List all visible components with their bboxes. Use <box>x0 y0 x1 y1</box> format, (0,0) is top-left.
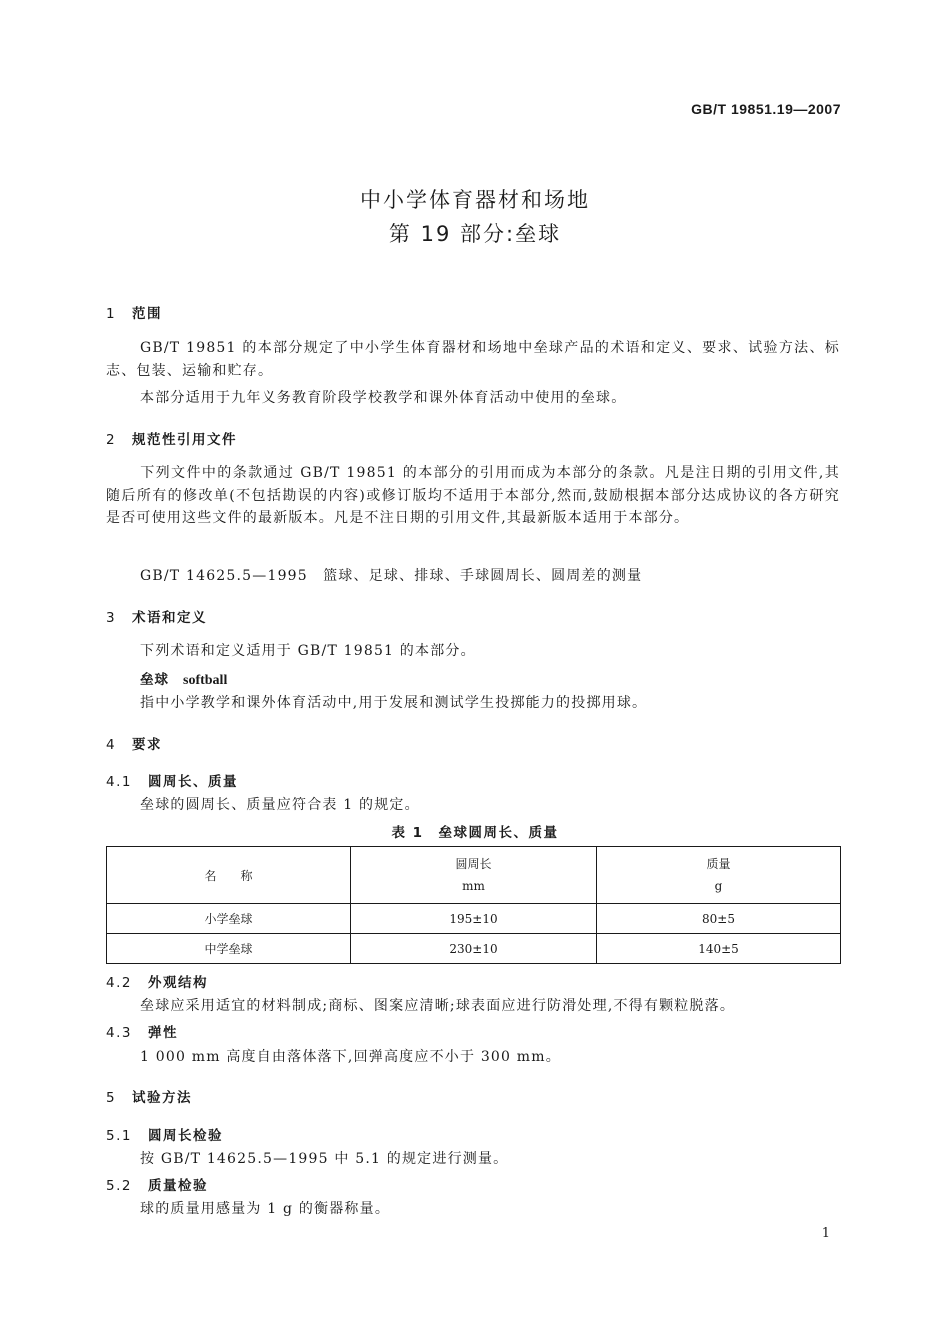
section-title: 弹性 <box>148 1025 178 1041</box>
section-5-heading <box>106 1086 192 1106</box>
header-mass-label: 质量 <box>706 857 731 871</box>
section-title: 外观结构 <box>148 975 208 991</box>
section-title: 试验方法 <box>132 1090 192 1106</box>
term-english: softball <box>183 673 228 688</box>
header-mass <box>597 847 841 904</box>
document-subtitle: 第 19 部分:垒球 <box>388 222 562 246</box>
section-title: 圆周长检验 <box>148 1128 223 1144</box>
section-5-1-text: 按 GB/T 14625.5—1995 中 5.1 的规定进行测量。 <box>140 1151 509 1167</box>
table-row <box>107 904 841 934</box>
cell-circumference: 230±10 <box>351 934 597 964</box>
table-header-row <box>107 847 841 904</box>
normative-reference: GB/T 14625.5—1995 篮球、足球、排球、手球圆周长、圆周差的测量 <box>140 568 643 584</box>
section-4-1-text: 垒球的圆周长、质量应符合表 1 的规定。 <box>140 797 420 813</box>
section-2-heading <box>106 428 237 448</box>
paragraph-text: GB/T 19851 的本部分规定了中小学生体育器材和场地中垒球产品的术语和定义、要求、试验方法、标志、包装、运输和贮存。 <box>106 340 840 379</box>
term-definition: 指中小学教学和课外体育活动中,用于发展和测试学生投掷能力的投掷用球。 <box>140 695 648 711</box>
term-entry <box>140 668 227 689</box>
section-title: 范围 <box>132 306 162 322</box>
page-number: 1 <box>821 1226 830 1241</box>
section-number: 5.2 <box>106 1178 132 1194</box>
section-number: 2 <box>106 432 117 448</box>
section-number: 1 <box>106 306 117 322</box>
table-row <box>107 934 841 964</box>
section-4-2-heading <box>106 971 208 991</box>
section-title: 规范性引用文件 <box>132 432 237 448</box>
section-5-2-text: 球的质量用感量为 1 g 的衡器称量。 <box>140 1201 391 1217</box>
cell-circumference: 195±10 <box>351 904 597 934</box>
table-caption: 表 1 垒球圆周长、质量 <box>391 825 559 841</box>
header-circumference-unit: mm <box>462 879 485 893</box>
table-1 <box>106 846 841 964</box>
section-number: 3 <box>106 610 117 626</box>
section-title: 质量检验 <box>148 1178 208 1194</box>
section-4-3-heading <box>106 1021 178 1041</box>
section-5-1-heading <box>106 1124 223 1144</box>
paragraph-text: 下列文件中的条款通过 GB/T 19851 的本部分的引用而成为本部分的条款。凡是注日期的引用文件,其随后所有的修改单(不包括勘误的内容)或修订版均不适用于本部分,然而,鼓励根据本部分达成协议的各方研究是否可使用这些文件的最新版本。凡是不注日期的引用文件,其最新版本适用于本部分。 <box>106 465 840 526</box>
section-1-paragraph-2: 本部分适用于九年义务教育阶段学校教学和课外体育活动中使用的垒球。 <box>140 390 627 406</box>
cell-name: 小学垒球 <box>107 904 351 934</box>
term-chinese: 垒球 <box>140 672 169 688</box>
cell-mass: 140±5 <box>597 934 841 964</box>
section-number: 4.2 <box>106 975 132 991</box>
cell-name: 中学垒球 <box>107 934 351 964</box>
section-3-paragraph: 下列术语和定义适用于 GB/T 19851 的本部分。 <box>140 643 476 659</box>
header-mass-unit: g <box>714 879 723 893</box>
section-2-paragraph-1 <box>106 462 840 530</box>
standard-number: GB/T 19851.19—2007 <box>691 101 841 117</box>
header-circumference <box>351 847 597 904</box>
cell-mass: 80±5 <box>597 904 841 934</box>
section-number: 5 <box>106 1090 117 1106</box>
section-number: 4.1 <box>106 774 132 790</box>
section-number: 4.3 <box>106 1025 132 1041</box>
section-5-2-heading <box>106 1174 208 1194</box>
header-name: 名 称 <box>107 847 351 904</box>
section-number: 5.1 <box>106 1128 132 1144</box>
section-4-3-text: 1 000 mm 高度自由落体落下,回弹高度应不小于 300 mm。 <box>140 1049 561 1065</box>
section-4-heading <box>106 733 162 753</box>
header-circumference-label: 圆周长 <box>455 857 492 871</box>
section-title: 圆周长、质量 <box>148 774 238 790</box>
section-title: 要求 <box>132 737 162 753</box>
document-title: 中小学体育器材和场地 <box>360 188 590 212</box>
section-4-2-text: 垒球应采用适宜的材料制成;商标、图案应清晰;球表面应进行防滑处理,不得有颗粒脱落。 <box>140 998 736 1014</box>
section-1-paragraph-1 <box>106 337 840 382</box>
section-3-heading <box>106 606 207 626</box>
section-4-1-heading <box>106 770 238 790</box>
section-1-heading <box>106 302 162 322</box>
section-title: 术语和定义 <box>132 610 207 626</box>
section-number: 4 <box>106 737 117 753</box>
